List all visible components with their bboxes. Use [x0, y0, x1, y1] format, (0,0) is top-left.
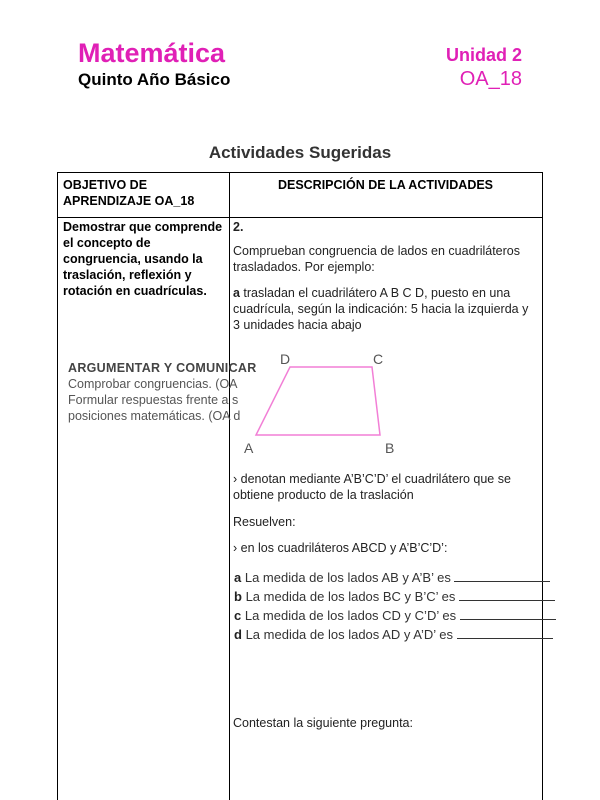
activities-table: [57, 172, 543, 800]
example-letter: a: [233, 286, 240, 300]
question-text: La medida de los lados AB y A’B’ es: [244, 570, 451, 585]
skills-line: posiciones matemáticas. (OA d: [68, 409, 241, 423]
unit-label: Unidad 2: [445, 45, 522, 65]
skills-line: Formular respuestas frente a s: [68, 393, 239, 407]
oa-label: OA_18: [459, 68, 522, 90]
subject-title: Matemática: [78, 38, 226, 68]
quadrilaterals-text: › en los cuadriláteros ABCD y A’B’C’D’:: [233, 541, 448, 555]
question-letter: b: [234, 589, 242, 604]
page-title: Actividades Sugeridas: [208, 143, 392, 162]
activity-number: 2.: [233, 220, 244, 234]
answer-blank[interactable]: [460, 609, 556, 620]
skills-line: Comprobar congruencias. (OA: [68, 377, 238, 391]
objective-column-header: OBJETIVO DE APRENDIZAJE OA_18: [63, 178, 195, 208]
activity-intro: Comprueban congruencia de lados en cuadriláteros trasladados. Por ejemplo:: [233, 244, 520, 274]
answer-blank[interactable]: [457, 628, 553, 639]
question-letter: c: [234, 608, 242, 623]
question-text: La medida de los lados CD y C’D’ es: [244, 608, 457, 623]
question-row: [234, 627, 542, 642]
question-row: [234, 570, 542, 585]
vertex-label-c: C: [373, 351, 384, 367]
closing-question-text: Contestan la siguiente pregunta:: [233, 716, 413, 730]
vertex-label-b: B: [385, 440, 395, 456]
question-letter: a: [234, 570, 242, 585]
denote-text: › denotan mediante A’B’C’D’ el cuadrilátero que se obtiene producto de la traslación: [233, 472, 511, 502]
resuelven-text: Resuelven:: [233, 515, 296, 529]
question-row: [234, 589, 542, 604]
description-column-header: DESCRIPCIÓN DE LA ACTIVIDADES: [277, 178, 494, 192]
skills-block: [68, 360, 257, 424]
question-text: La medida de los lados AD y A’D’ es: [245, 627, 453, 642]
activity-example: [233, 285, 538, 333]
vertex-label-a: A: [244, 440, 254, 456]
answer-blank[interactable]: [459, 590, 555, 601]
answer-blank[interactable]: [454, 571, 550, 582]
question-text: La medida de los lados BC y B’C’ es: [245, 589, 456, 604]
header-divider: [58, 217, 542, 218]
objective-text: Demostrar que comprende el concepto de congruencia, usando la traslación, reflexión y rotación en cuadrículas.: [63, 220, 223, 298]
quadrilateral-figure: [238, 349, 408, 459]
question-letter: d: [234, 627, 242, 642]
question-row: [234, 608, 542, 623]
quadrilateral-shape: [256, 367, 380, 435]
vertex-label-d: D: [280, 351, 291, 367]
column-divider: [229, 173, 230, 800]
grade-label: Quinto Año Básico: [78, 70, 231, 89]
skills-heading: ARGUMENTAR Y COMUNICAR: [68, 361, 257, 375]
example-text: trasladan el cuadrilátero A B C D, puesto en una cuadrícula, según la indicación: 5 hacia la izquierda y 3 unidades hacia abajo: [233, 286, 529, 332]
